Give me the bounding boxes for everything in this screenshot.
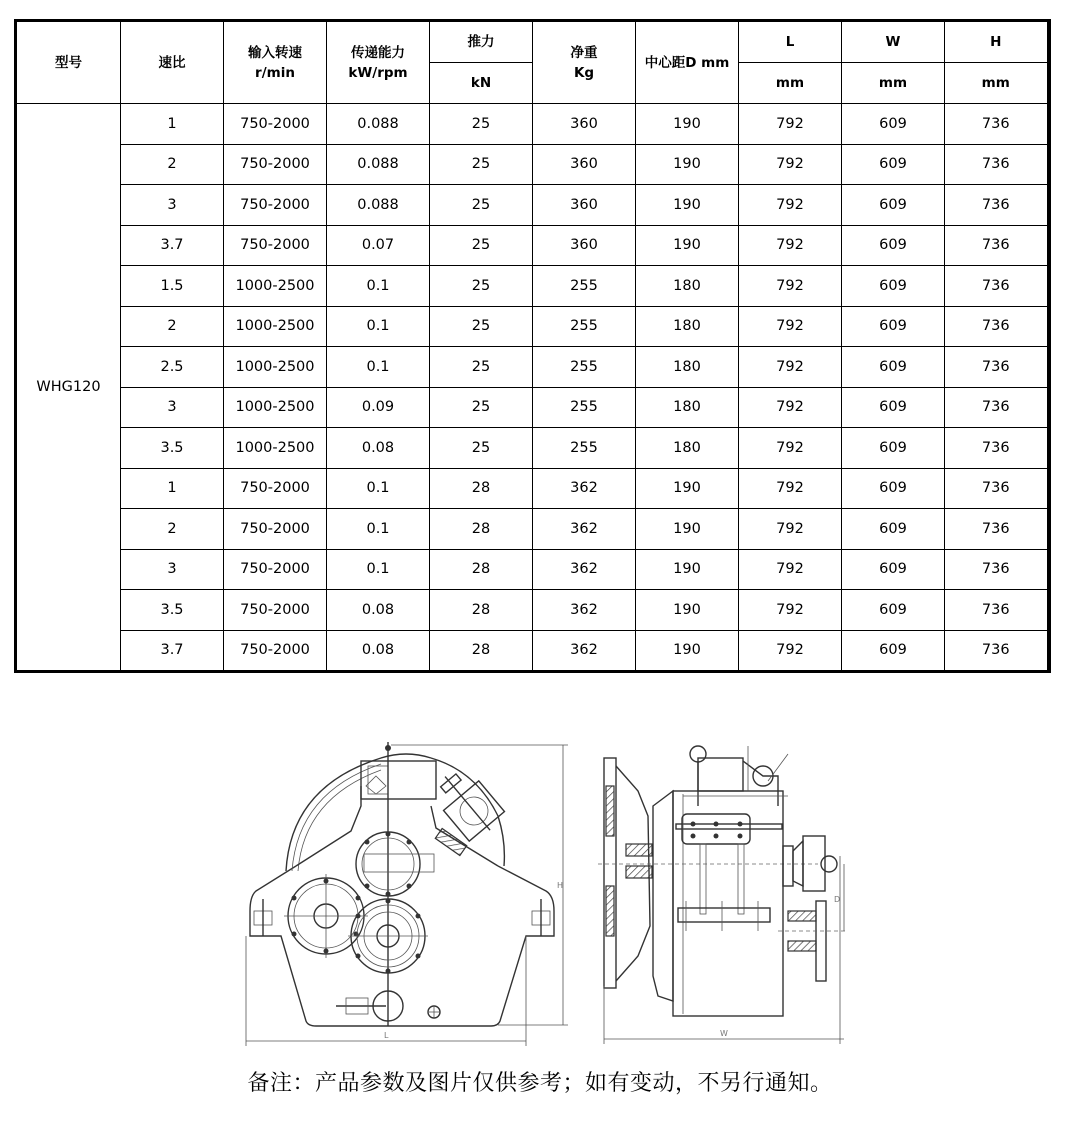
cell-input-speed: 1000-2500	[224, 428, 327, 469]
cell-H: 736	[945, 266, 1049, 307]
cell-thrust: 28	[430, 549, 533, 590]
cell-thrust: 28	[430, 630, 533, 672]
cell-L: 792	[739, 387, 842, 428]
cell-ratio: 3.7	[121, 630, 224, 672]
table-row	[16, 347, 1049, 388]
cell-center-distance: 190	[636, 630, 739, 672]
header-L: L	[739, 21, 842, 63]
table-body	[16, 104, 1049, 672]
header-input-speed-unit: r/min	[255, 64, 295, 81]
cell-H: 736	[945, 428, 1049, 469]
cell-input-speed: 1000-2500	[224, 387, 327, 428]
table-row	[16, 387, 1049, 428]
cell-center-distance: 190	[636, 590, 739, 631]
cell-W: 609	[842, 428, 945, 469]
cell-ratio: 3	[121, 185, 224, 226]
cell-weight: 360	[533, 144, 636, 185]
cell-center-distance: 190	[636, 185, 739, 226]
cell-L: 792	[739, 347, 842, 388]
cell-capacity: 0.1	[327, 306, 430, 347]
cell-L: 792	[739, 590, 842, 631]
header-W-unit: mm	[842, 63, 945, 104]
cell-W: 609	[842, 509, 945, 550]
front-view-drawing	[236, 736, 576, 1048]
cell-weight: 255	[533, 387, 636, 428]
cell-weight: 255	[533, 306, 636, 347]
cell-ratio: 3	[121, 549, 224, 590]
cell-center-distance: 190	[636, 468, 739, 509]
cell-capacity: 0.1	[327, 266, 430, 307]
header-model: 型号	[16, 21, 121, 104]
cell-capacity: 0.088	[327, 185, 430, 226]
cell-capacity: 0.09	[327, 387, 430, 428]
table-row	[16, 509, 1049, 550]
table-row	[16, 306, 1049, 347]
cell-W: 609	[842, 387, 945, 428]
cell-W: 609	[842, 225, 945, 266]
cell-center-distance: 190	[636, 549, 739, 590]
cell-center-distance: 190	[636, 509, 739, 550]
table-row	[16, 428, 1049, 469]
cell-weight: 255	[533, 347, 636, 388]
table-row	[16, 630, 1049, 672]
cell-input-speed: 1000-2500	[224, 306, 327, 347]
table-row	[16, 590, 1049, 631]
cell-input-speed: 750-2000	[224, 549, 327, 590]
cell-ratio: 3.7	[121, 225, 224, 266]
side-view-drawing	[598, 736, 848, 1048]
cell-weight: 362	[533, 549, 636, 590]
cell-ratio: 3	[121, 387, 224, 428]
cell-input-speed: 750-2000	[224, 630, 327, 672]
cell-L: 792	[739, 185, 842, 226]
cell-input-speed: 750-2000	[224, 144, 327, 185]
cell-input-speed: 750-2000	[224, 590, 327, 631]
cell-capacity: 0.088	[327, 144, 430, 185]
header-capacity-unit: kW/rpm	[348, 64, 408, 81]
cell-thrust: 25	[430, 266, 533, 307]
header-thrust: 推力	[430, 21, 533, 63]
cell-H: 736	[945, 590, 1049, 631]
cell-W: 609	[842, 468, 945, 509]
cell-center-distance: 180	[636, 428, 739, 469]
cell-L: 792	[739, 468, 842, 509]
cell-L: 792	[739, 144, 842, 185]
cell-L: 792	[739, 104, 842, 145]
cell-center-distance: 180	[636, 347, 739, 388]
cell-model: WHG120	[16, 104, 121, 672]
cell-weight: 360	[533, 225, 636, 266]
cell-capacity: 0.1	[327, 549, 430, 590]
cell-ratio: 1	[121, 468, 224, 509]
cell-weight: 255	[533, 266, 636, 307]
table-row	[16, 468, 1049, 509]
header-weight	[533, 21, 636, 104]
cell-input-speed: 1000-2500	[224, 266, 327, 307]
cell-W: 609	[842, 347, 945, 388]
cell-input-speed: 750-2000	[224, 509, 327, 550]
header-center-distance: 中心距D mm	[636, 21, 739, 104]
cell-H: 736	[945, 347, 1049, 388]
header-capacity	[327, 21, 430, 104]
side-dim-W: W	[720, 1029, 728, 1038]
cell-thrust: 25	[430, 104, 533, 145]
cell-thrust: 25	[430, 144, 533, 185]
cell-capacity: 0.088	[327, 104, 430, 145]
table-row	[16, 549, 1049, 590]
cell-H: 736	[945, 509, 1049, 550]
cell-thrust: 25	[430, 225, 533, 266]
spec-table	[14, 19, 1051, 673]
cell-H: 736	[945, 468, 1049, 509]
header-L-unit: mm	[739, 63, 842, 104]
cell-ratio: 2	[121, 144, 224, 185]
cell-L: 792	[739, 630, 842, 672]
cell-H: 736	[945, 225, 1049, 266]
cell-input-speed: 750-2000	[224, 468, 327, 509]
cell-H: 736	[945, 630, 1049, 672]
cell-W: 609	[842, 630, 945, 672]
cell-center-distance: 190	[636, 104, 739, 145]
table-row	[16, 104, 1049, 145]
cell-H: 736	[945, 104, 1049, 145]
header-input-speed	[224, 21, 327, 104]
table-row	[16, 266, 1049, 307]
cell-L: 792	[739, 509, 842, 550]
front-dim-L: L	[384, 1031, 389, 1040]
cell-H: 736	[945, 306, 1049, 347]
cell-thrust: 25	[430, 306, 533, 347]
cell-L: 792	[739, 428, 842, 469]
cell-weight: 362	[533, 590, 636, 631]
cell-weight: 360	[533, 104, 636, 145]
header-input-speed-label: 输入转速	[248, 44, 302, 61]
cell-L: 792	[739, 549, 842, 590]
cell-center-distance: 180	[636, 387, 739, 428]
cell-ratio: 1	[121, 104, 224, 145]
cell-center-distance: 190	[636, 144, 739, 185]
cell-capacity: 0.1	[327, 468, 430, 509]
cell-W: 609	[842, 104, 945, 145]
cell-H: 736	[945, 144, 1049, 185]
disclaimer-note: 备注：产品参数及图片仅供参考；如有变动，不另行通知。	[247, 1071, 833, 1096]
header-weight-unit: Kg	[573, 64, 595, 81]
cell-capacity: 0.08	[327, 428, 430, 469]
header-weight-label: 净重	[570, 44, 598, 61]
cell-W: 609	[842, 549, 945, 590]
cell-thrust: 25	[430, 185, 533, 226]
cell-input-speed: 750-2000	[224, 225, 327, 266]
cell-center-distance: 180	[636, 266, 739, 307]
cell-thrust: 25	[430, 347, 533, 388]
cell-W: 609	[842, 185, 945, 226]
header-H: H	[945, 21, 1049, 63]
cell-L: 792	[739, 266, 842, 307]
table-row	[16, 144, 1049, 185]
cell-W: 609	[842, 266, 945, 307]
header-ratio: 速比	[121, 21, 224, 104]
cell-weight: 255	[533, 428, 636, 469]
cell-H: 736	[945, 387, 1049, 428]
cell-L: 792	[739, 306, 842, 347]
cell-capacity: 0.08	[327, 630, 430, 672]
cell-thrust: 25	[430, 387, 533, 428]
cell-capacity: 0.1	[327, 347, 430, 388]
cell-L: 792	[739, 225, 842, 266]
cell-thrust: 25	[430, 428, 533, 469]
cell-ratio: 1.5	[121, 266, 224, 307]
header-W: W	[842, 21, 945, 63]
header-H-unit: mm	[945, 63, 1049, 104]
cell-capacity: 0.1	[327, 509, 430, 550]
cell-W: 609	[842, 590, 945, 631]
cell-ratio: 2	[121, 306, 224, 347]
cell-W: 609	[842, 306, 945, 347]
cell-ratio: 2	[121, 509, 224, 550]
header-capacity-label: 传递能力	[351, 44, 405, 61]
cell-center-distance: 180	[636, 306, 739, 347]
cell-ratio: 3.5	[121, 590, 224, 631]
cell-weight: 362	[533, 468, 636, 509]
cell-center-distance: 190	[636, 225, 739, 266]
cell-input-speed: 750-2000	[224, 104, 327, 145]
cell-capacity: 0.08	[327, 590, 430, 631]
cell-ratio: 3.5	[121, 428, 224, 469]
cell-H: 736	[945, 549, 1049, 590]
table-row	[16, 185, 1049, 226]
header-thrust-unit: kN	[430, 63, 533, 104]
cell-input-speed: 1000-2500	[224, 347, 327, 388]
cell-thrust: 28	[430, 509, 533, 550]
cell-weight: 362	[533, 630, 636, 672]
cell-weight: 360	[533, 185, 636, 226]
side-dim-D: D	[834, 895, 841, 904]
cell-ratio: 2.5	[121, 347, 224, 388]
cell-capacity: 0.07	[327, 225, 430, 266]
cell-thrust: 28	[430, 468, 533, 509]
cell-W: 609	[842, 144, 945, 185]
cell-H: 736	[945, 185, 1049, 226]
cell-thrust: 28	[430, 590, 533, 631]
cell-input-speed: 750-2000	[224, 185, 327, 226]
cell-weight: 362	[533, 509, 636, 550]
front-dim-H: H	[557, 881, 564, 890]
table-row	[16, 225, 1049, 266]
